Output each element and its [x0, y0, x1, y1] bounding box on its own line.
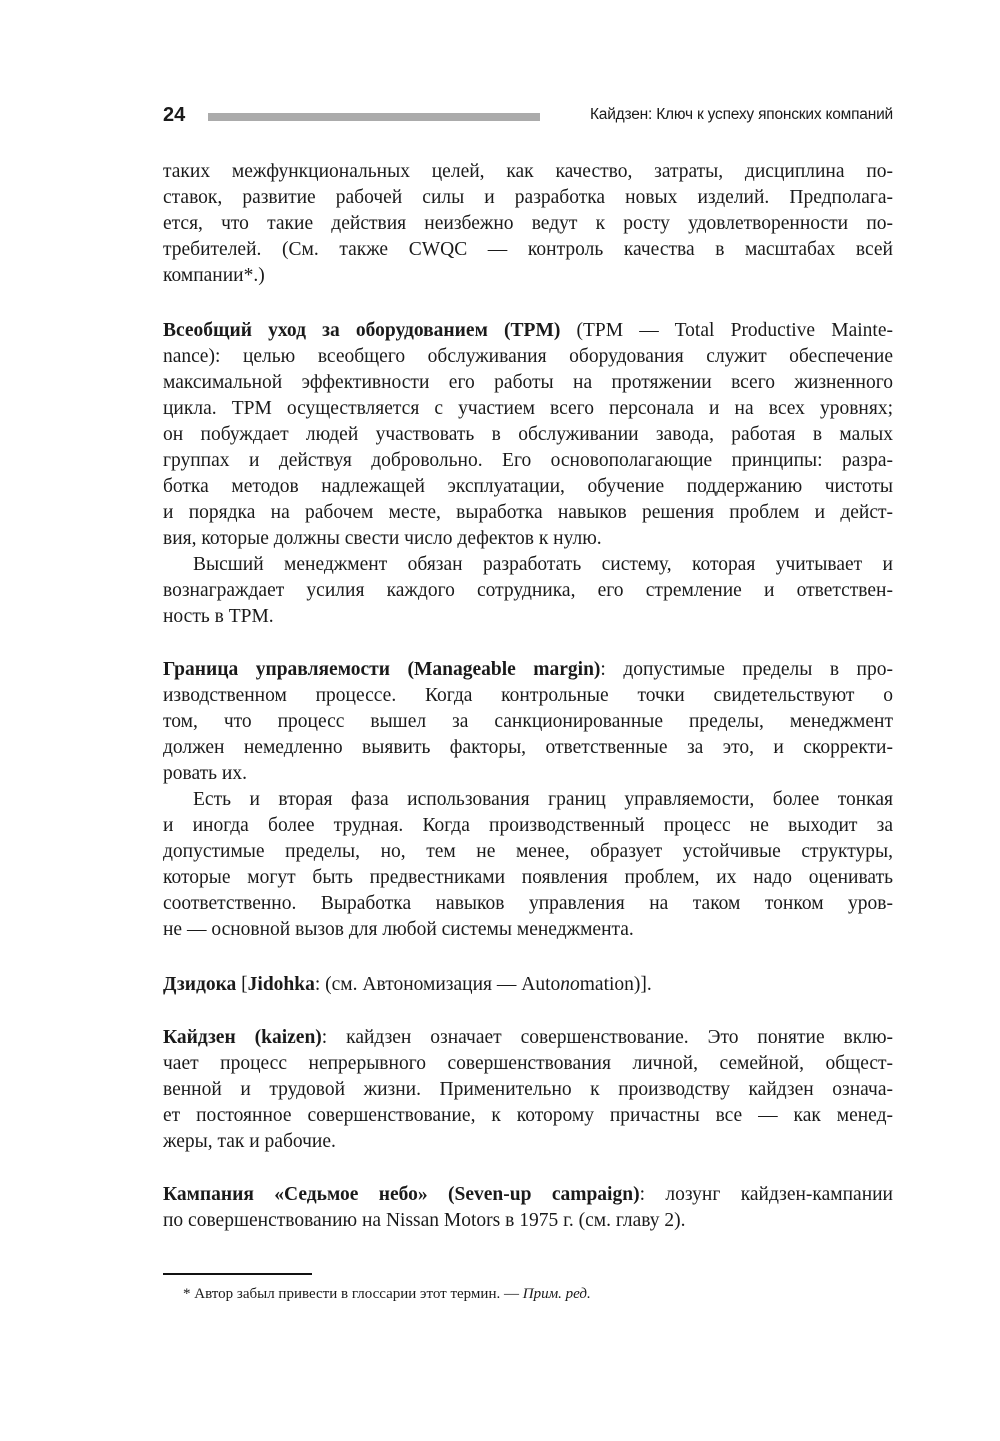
- text-run: : допустимые пределы в про-: [600, 659, 893, 680]
- text-run: он побуждает людей участвовать в обслуживании завода, работая в малых: [163, 424, 893, 445]
- text-line: [163, 526, 893, 552]
- glossary-entry-jidohka: [163, 972, 893, 998]
- text-run: ется, что такие действия неизбежно ведут к росту удовлетворенности по-: [163, 213, 893, 234]
- paragraph-tpm-continued: [163, 552, 893, 630]
- paragraph-margin-continued: [163, 787, 893, 943]
- term-heading: Jidohka: [247, 974, 315, 995]
- glossary-entry-manageable-margin: [163, 657, 893, 787]
- text-run: : (см. Автономизация — Auto: [314, 974, 561, 995]
- glossary-entry-tpm: [163, 318, 893, 552]
- text-run: ставок, развитие рабочей силы и разработка новых изделий. Предполага-: [163, 187, 893, 208]
- text-line: [163, 396, 893, 422]
- glossary-entry-kaizen: [163, 1025, 893, 1155]
- text-run: допустимые пределы, но, тем не менее, образует устойчивые структуры,: [163, 841, 893, 862]
- text-line: [163, 761, 893, 787]
- page-number: 24: [163, 104, 186, 126]
- text-line: [163, 185, 893, 211]
- text-run: том, что процесс вышел за санкционированные пределы, менеджмент: [163, 711, 893, 732]
- text-run: не — основной вызов для любой системы менеджмента.: [163, 919, 634, 940]
- text-line: [163, 474, 893, 500]
- text-line: [163, 552, 893, 578]
- text-run: по совершенствованию на Nissan Motors в 1975 г. (см. главу 2).: [163, 1210, 686, 1231]
- glossary-entry-seven-up: [163, 1182, 893, 1234]
- footnote-editor-note: Прим. ред.: [522, 1286, 591, 1302]
- text-line: [163, 211, 893, 237]
- header-rule: [208, 113, 540, 121]
- text-run: вознаграждает усилия каждого сотрудника, его стремление и ответствен-: [163, 580, 893, 601]
- text-line: [163, 422, 893, 448]
- text-run: mation)].: [579, 974, 652, 995]
- text-line: [163, 1208, 893, 1234]
- term-heading: Кампания «Седьмое небо» (Seven-up campaign): [163, 1184, 640, 1205]
- footnote: [183, 1286, 591, 1303]
- italic-text: no: [560, 974, 580, 995]
- text-line: [163, 813, 893, 839]
- text-run: (TPM — Total Productive Mainte-: [560, 320, 893, 341]
- text-line: [163, 1025, 893, 1051]
- term-heading: Всеобщий уход за оборудованием (TPM): [163, 320, 561, 341]
- text-line: [163, 263, 893, 289]
- text-run: группах и действуя добровольно. Его основополагающие принципы: разра-: [163, 450, 893, 471]
- text-line: [163, 578, 893, 604]
- text-run: венной и трудовой жизни. Применительно к производству кайдзен означа-: [163, 1079, 893, 1100]
- text-run: [: [236, 974, 248, 995]
- footnote-text: Автор забыл привести в глоссарии этот термин. —: [190, 1286, 523, 1302]
- text-line: [163, 787, 893, 813]
- text-line: [163, 917, 893, 943]
- text-line: [163, 735, 893, 761]
- text-run: ность в TPM.: [163, 606, 274, 627]
- text-run: максимальной эффективности его работы на протяжении всего жизненного: [163, 372, 893, 393]
- text-line: [163, 972, 893, 998]
- text-line: [163, 500, 893, 526]
- text-line: [163, 657, 893, 683]
- text-line: [163, 344, 893, 370]
- paragraph-intro: [163, 159, 893, 289]
- text-run: : кайдзен означает совершенствование. Это понятие вклю-: [321, 1027, 894, 1048]
- text-run: соответственно. Выработка навыков управления на таком тонком уров-: [163, 893, 893, 914]
- text-line: [163, 865, 893, 891]
- text-run: : лозунг кайдзен-кампании: [639, 1184, 893, 1205]
- term-heading: Граница управляемости (Manageable margin): [163, 659, 601, 680]
- text-line: [163, 604, 893, 630]
- term-heading: Кайдзен (kaizen): [163, 1027, 322, 1048]
- text-line: [163, 370, 893, 396]
- text-run: ет постоянное совершенствование, к которому причастны все — как менед-: [163, 1105, 893, 1126]
- text-run: Есть и вторая фаза использования границ управляемости, более тонкая: [193, 789, 893, 810]
- text-line: [163, 1077, 893, 1103]
- footnote-marker: *: [183, 1286, 191, 1302]
- text-line: [163, 448, 893, 474]
- text-line: [163, 1182, 893, 1208]
- text-run: которые могут быть предвестниками появления проблем, их надо оценивать: [163, 867, 893, 888]
- text-line: [163, 237, 893, 263]
- text-run: чает процесс непрерывного совершенствования личной, семейной, общест-: [163, 1053, 893, 1074]
- text-line: [163, 1129, 893, 1155]
- text-run: таких межфункциональных целей, как качество, затраты, дисциплина по-: [163, 161, 893, 182]
- text-line: [163, 839, 893, 865]
- text-line: [163, 1051, 893, 1077]
- text-run: требителей. (См. также CWQC — контроль качества в масштабах всей: [163, 239, 893, 260]
- text-run: и порядка на рабочем месте, выработка навыков решения проблем и дейст-: [163, 502, 893, 523]
- text-run: вия, которые должны свести число дефектов к нулю.: [163, 528, 602, 549]
- text-run: и иногда более трудная. Когда производственный процесс не выходит за: [163, 815, 893, 836]
- text-line: [163, 891, 893, 917]
- text-run: цикла. TPM осуществляется с участием всего персонала и на всех уровнях;: [163, 398, 893, 419]
- text-run: должен немедленно выявить факторы, ответственные за это, и скорректи-: [163, 737, 893, 758]
- footnote-rule: [163, 1273, 312, 1275]
- text-run: ровать их.: [163, 763, 247, 784]
- text-run: Высший менеджмент обязан разработать систему, которая учитывает и: [193, 554, 893, 575]
- text-run: ботка методов надлежащей эксплуатации, обучение поддержанию чистоты: [163, 476, 893, 497]
- term-heading: Дзидока: [163, 974, 237, 995]
- text-line: [163, 159, 893, 185]
- text-line: [163, 709, 893, 735]
- text-run: nance): целью всеобщего обслуживания оборудования служит обеспечение: [163, 346, 893, 367]
- text-line: [163, 1103, 893, 1129]
- text-run: жеры, так и рабочие.: [163, 1131, 336, 1152]
- text-line: [163, 683, 893, 709]
- text-run: компании*.): [163, 265, 265, 286]
- running-title: Кайдзен: Ключ к успеху японских компаний: [589, 106, 893, 123]
- text-run: изводственном процессе. Когда контрольные точки свидетельствуют о: [163, 685, 893, 706]
- text-line: [163, 318, 893, 344]
